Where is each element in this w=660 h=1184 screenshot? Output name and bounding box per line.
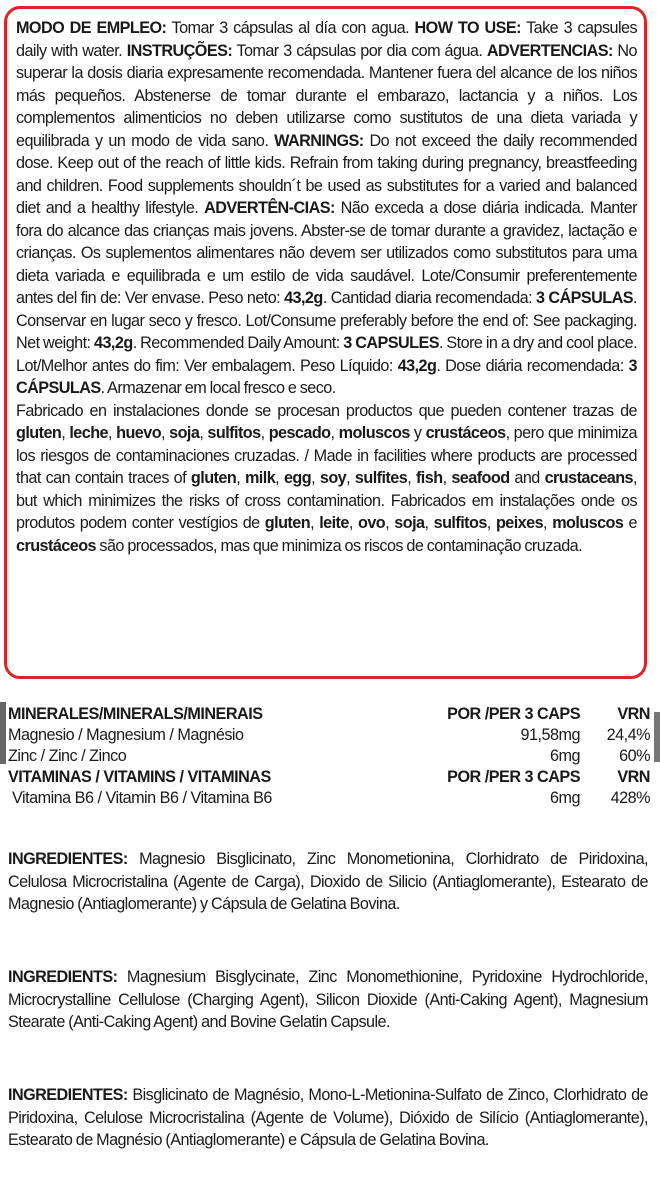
storage-pt-a: Lot/Melhor antes do fim: Ver embalagem. Peso Líquido: xyxy=(16,356,398,375)
nutrient-amount: 6mg xyxy=(550,789,580,807)
allergen-pt-2: ovo xyxy=(358,514,386,532)
allergen-en-1: milk xyxy=(244,469,276,487)
allergens-es-b: , pero que minimiza los riesgos de contaminaciones cruzadas. / Made in facilities where products are processed that can contain traces of xyxy=(16,424,637,487)
directions-en-label: HOW TO USE: xyxy=(414,19,521,37)
allergen-en-2: egg xyxy=(283,469,312,487)
nutrient-name: Zinc / Zinc / Zinco xyxy=(8,747,127,765)
minerals-header-per: POR /PER 3 CAPS xyxy=(447,705,580,723)
storage-es-dose: 3 CÁPSULAS xyxy=(536,289,634,307)
table-row xyxy=(8,788,650,809)
allergen-en-3: soy xyxy=(319,469,347,487)
allergen-en-0: gluten xyxy=(190,469,237,487)
allergen-pt-5: peixes xyxy=(495,514,544,532)
label-warning-box xyxy=(4,6,647,679)
storage-es-c: . Conservar en lugar seco y fresco. xyxy=(16,289,637,330)
warnings-pt-label: ADVERTÊN-CIAS: xyxy=(204,199,335,217)
allergen-statement: Fabricado en instalaciones donde se procesan productos que pueden contener trazas de gluten, leche, huevo, soja, sulfitos, pescado, moluscos y crustáceos, pero que minimiza los riesgos de contaminaciones cruzadas. / Made in facilities where products are processed that can contain traces of gluten, milk, egg, soy, sulfites, fish, seafood and crustaceans, but which minimizes the risks of cross contamination. Fabricados em instalações onde os produtos podem conter vestígios de gluten, leite, ovo, soja, sulfitos, peixes, moluscos e crustáceos são processados, mas que minimiza os riscos de contaminação cruzada. xyxy=(16,401,637,555)
directions-es-text: Tomar 3 cápsulas al día con agua. xyxy=(166,19,415,37)
vitamins-header-row xyxy=(8,767,650,788)
vitamins-header-name: VITAMINAS / VITAMINS / VITAMINAS xyxy=(8,768,271,786)
panel-edge-mark-right xyxy=(654,712,660,762)
warnings-en-label: WARNINGS: xyxy=(274,131,364,150)
storage-pt-c: . Armazenar em local fresco e seco. xyxy=(100,379,336,397)
warnings-en-text: Do not exceed the daily recommended dose. Keep out of the reach of little kids. Refrain from taking during pregnancy, breastfeeding and children. Food supplements shouldn´t be used as substitutes for a varied and balanced diet and a healthy lifestyle. xyxy=(16,131,637,217)
ingredients-pt-label: INGREDIENTES: xyxy=(8,1086,128,1104)
nutrient-amount: 91,58mg xyxy=(520,726,580,744)
nutrition-table xyxy=(8,704,650,809)
allergen-pt-1: leite xyxy=(319,514,349,532)
allergens-en-b: , but which minimizes the risks of cross contamination. Fabricados em instalações onde os produtos podem conter vestígios de xyxy=(16,469,637,532)
allergens-pt-b: são processados, mas que minimiza os riscos de contaminação cruzada. xyxy=(95,536,583,555)
allergens-es-a: Fabricado en instalaciones donde se procesan productos que pueden contener trazas de xyxy=(16,401,637,420)
storage-pt-b: . Dose diária recomendada: xyxy=(436,356,629,375)
allergens-es-and: y xyxy=(409,424,426,442)
label-text-block xyxy=(16,17,637,400)
warnings-pt-text: Não exceda a dose diária indicada. Manter fora do alcance das crianças mais jovens. Abster-se de tomar durante a gravidez, lactação e crianças. Os suplementos alimentares não devem ser utilizados como substitutos para uma dieta variada e equilibrada e um estilo de vida saudável. xyxy=(16,199,637,285)
allergen-en-4: sulfites xyxy=(354,469,408,487)
directions-pt-label: INSTRUÇÕES: xyxy=(126,41,233,60)
allergens-en-and: and xyxy=(509,469,545,487)
minerals-header-name: MINERALES/MINERALS/MINERAIS xyxy=(8,705,263,723)
storage-pt-weight: 43,2g xyxy=(397,356,437,375)
vitamins-header-vrn: VRN xyxy=(617,768,650,786)
storage-en-dose: 3 CAPSULES xyxy=(343,334,439,352)
nutrient-name: Magnesio / Magnesium / Magnésio xyxy=(8,726,244,744)
allergen-pt-6: moluscos xyxy=(552,514,624,532)
ingredients-es xyxy=(8,848,648,916)
ingredients-en-text: Magnesium Bisglycinate, Zinc Monomethionine, Pyridoxine Hydrochloride, Microcrystalline Cellulose (Charging Agent), Silicon Dioxide (Anti-Caking Agent), Magnesium Stearate (Anti-Caking Agent) and Bovine Gelatin Capsule. xyxy=(8,968,648,1031)
directions-es-label: MODO DE EMPLEO: xyxy=(16,19,167,37)
allergen-es-6: moluscos xyxy=(338,424,410,442)
nutrient-vrn: 428% xyxy=(610,789,650,807)
ingredients-en xyxy=(8,966,648,1034)
allergen-es-last: crustáceos xyxy=(425,424,506,442)
ingredients-pt xyxy=(8,1084,648,1152)
ingredients-en-label: INGREDIENTS: xyxy=(8,968,118,986)
storage-en-b: . Recommended Daily Amount: xyxy=(132,334,344,352)
storage-pt-dose: 3 CÁPSULAS xyxy=(16,356,637,397)
storage-en-c: . Store in a dry and cool place. xyxy=(438,334,638,352)
table-row xyxy=(8,725,650,746)
nutrient-vrn: 24,4% xyxy=(606,726,650,744)
allergen-pt-3: soja xyxy=(394,514,425,532)
minerals-header-row xyxy=(8,704,650,725)
allergen-en-6: seafood xyxy=(451,469,510,487)
allergen-pt-4: sulfitos xyxy=(433,514,487,532)
minerals-header-vrn: VRN xyxy=(617,705,650,723)
directions-pt-text: Tomar 3 cápsulas por dia com água. xyxy=(232,41,483,60)
allergen-es-1: leche xyxy=(69,424,109,442)
nutrient-amount: 6mg xyxy=(550,747,580,765)
allergen-es-0: gluten xyxy=(16,424,62,442)
warnings-es-text: No superar la dosis diaria expresamente recomendada. Mantener fuera del alcance de los niños más pequeños. Abstenerse de tomar durante el embarazo, lactancia y a niños. Los complementos alimenticios no deben utilizarse como sustitutos de una dieta variada y equilibrada y un modo de vida sano. xyxy=(16,41,637,150)
ingredients-pt-text: Bisglicinato de Magnésio, Mono-L-Metionina-Sulfato de Zinco, Clorhidrato de Piridoxina, Celulose Microcristalina (Agente de Volume), Dióxido de Silício (Antiaglomerante), Estearato de Magnésio (Antiaglomerante) e Cápsula de Gelatina Bovina. xyxy=(8,1086,648,1149)
storage-es-weight: 43,2g xyxy=(284,289,323,307)
allergen-pt-0: gluten xyxy=(264,514,311,532)
vitamins-header-per: POR /PER 3 CAPS xyxy=(447,768,580,786)
ingredients-es-label: INGREDIENTES: xyxy=(8,850,128,868)
allergen-en-last: crustaceans xyxy=(544,469,634,487)
allergen-en-5: fish xyxy=(415,469,443,487)
directions-en-text: Take 3 capsules daily with water. xyxy=(16,19,637,60)
table-row xyxy=(8,746,650,767)
storage-en-a: Lot/Consume preferably before the end of: See packaging. Net weight: xyxy=(16,311,638,352)
panel-edge-mark-left xyxy=(0,702,6,764)
allergen-pt-last: crustáceos xyxy=(16,536,96,555)
allergen-es-2: huevo xyxy=(116,424,162,442)
nutrient-name: Vitamina B6 / Vitamin B6 / Vitamina B6 xyxy=(8,789,272,807)
allergen-es-5: pescado xyxy=(268,424,331,442)
warnings-es-label: ADVERTENCIAS: xyxy=(486,41,613,60)
ingredients-es-text: Magnesio Bisglicinato, Zinc Monometionina, Clorhidrato de Piridoxina, Celulosa Microcristalina (Agente de Carga), Dioxido de Silicio (Antiaglomerante), Estearato de Magnesio (Antiaglomerante) y Cápsula de Gelatina Bovina. xyxy=(8,850,648,913)
allergens-pt-and: e xyxy=(623,514,637,532)
nutrient-vrn: 60% xyxy=(619,747,650,765)
allergen-es-3: soja xyxy=(169,424,200,442)
storage-es-a: Lote/Consumir preferentemente antes del fin de: Ver envase. Peso neto: xyxy=(16,266,637,307)
storage-es-b: . Cantidad diaria recomendada: xyxy=(322,289,536,307)
storage-en-weight: 43,2g xyxy=(94,334,133,352)
allergen-es-4: sulfitos xyxy=(207,424,261,442)
